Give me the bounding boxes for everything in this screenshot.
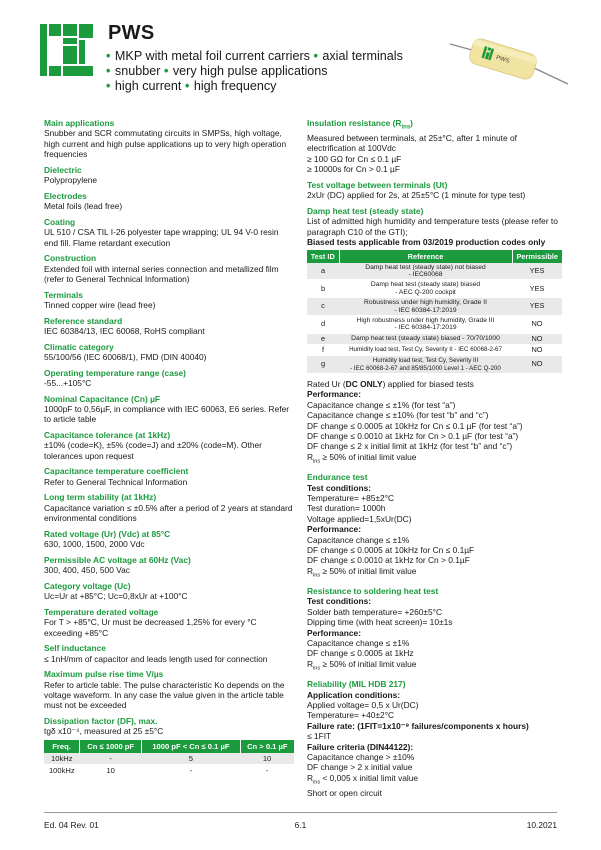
- performance-line: DF change ≤ 0.0005 at 10kHz for Cn ≤ 0.1µF: [307, 544, 475, 555]
- performance-line: Capacitance change ≤ ±1% (for test “a”): [307, 399, 456, 410]
- section-text: Polypropylene: [44, 175, 98, 186]
- section-text: Metal foils (lead free): [44, 201, 123, 212]
- table-cell: YES: [512, 298, 562, 316]
- conditions-heading: Test conditions:: [307, 596, 372, 607]
- section-heading: Nominal Capacitance (Cn) µF: [44, 393, 161, 404]
- section-heading: Permissible AC voltage at 60Hz (Vac): [44, 554, 191, 565]
- table-cell: Damp heat test (steady state) not biased - IEC60068: [339, 263, 512, 280]
- footer-divider: [44, 812, 557, 813]
- section-reference-standard: [44, 316, 294, 337]
- section-text: Refer to General Technical Information: [44, 476, 188, 487]
- feature-line-1: • MKP with metal foil current carriers • axial terminals: [106, 49, 403, 63]
- section-heading: Climatic category: [44, 341, 114, 352]
- table-cell: Damp heat test (steady state) biased - AEC Q-200 cockpit: [339, 280, 512, 298]
- section-rated-voltage: [44, 529, 294, 550]
- section-heading: Test voltage between terminals (Ut): [307, 179, 448, 190]
- table-row: [307, 263, 562, 280]
- table-cell: 10: [240, 753, 294, 765]
- section-heading: Main applications: [44, 118, 115, 128]
- section-heading: Dielectric: [44, 164, 82, 175]
- table-cell: Robustness under high humidity, Grade II - IEC 60384-17:2019: [339, 298, 512, 316]
- section-heading: Resistance to soldering heat test: [307, 586, 439, 597]
- table-row: [307, 333, 562, 344]
- section-text: IEC 60384/13, IEC 60068, RoHS compliant: [44, 326, 205, 337]
- section-self-inductance: [44, 643, 294, 664]
- rated-note: Rated Ur (DC ONLY) applied for biased tests: [307, 378, 474, 389]
- performance-line: DF change ≤ 2 x initial limit at 1kHz (for test “b” and “c”): [307, 441, 513, 452]
- dissipation-factor-table: [44, 740, 294, 777]
- section-long-term-stability: [44, 492, 294, 523]
- biased-note: Biased tests applicable from 03/2019 production codes only: [307, 237, 546, 248]
- table-cell: e: [307, 333, 339, 344]
- performance-line: DF change ≤ 0.0005 at 10kHz for Cn ≤ 0.1 µF (for test “a”): [307, 420, 523, 431]
- section-text: ≥ 10000s for Cn > 0.1 µF: [307, 164, 400, 175]
- section-text: List of admitted high humidity and temperature tests (please refer to paragraph C10 of the GTI);: [307, 216, 558, 237]
- table-cell: NO: [512, 333, 562, 344]
- section-heading: Dissipation factor (DF), max.: [44, 716, 158, 727]
- date-label: 10.2021: [526, 820, 557, 830]
- section-heading: Category voltage (Uc): [44, 580, 131, 591]
- damp-heat-table: [307, 250, 562, 374]
- performance-heading: Performance:: [307, 389, 361, 400]
- table-header-cell: Cn > 0.1 µF: [240, 740, 294, 753]
- section-dielectric: [44, 165, 294, 186]
- bullet-dot-icon: •: [184, 79, 190, 93]
- section-text: 55/100/56 (IEC 60068/1), FMD (DIN 40040): [44, 352, 207, 363]
- right-column: [307, 118, 562, 803]
- table-row: [307, 280, 562, 298]
- table-cell: 5: [142, 753, 240, 765]
- table-header-cell: Permissible: [512, 250, 562, 263]
- table-header-cell: Cn ≤ 1000 pF: [80, 740, 142, 753]
- section-heading: Electrodes: [44, 190, 87, 201]
- performance-line: DF change ≤ 0.0005 at 1kHz: [307, 648, 414, 659]
- condition-line: Dipping time (with heat screen)= 10±1s: [307, 617, 453, 628]
- section-endurance: [307, 472, 562, 581]
- table-cell: NO: [512, 344, 562, 355]
- bullet-dot-icon: •: [163, 64, 169, 78]
- section-text: ≥ 100 GΩ for Cn ≤ 0.1 µF: [307, 153, 402, 164]
- section-text: 630, 1000, 1500, 2000 Vdc: [44, 539, 145, 550]
- section-damp-heat: [307, 206, 562, 467]
- performance-line: $R_{ins} \ge 50\%$ of initial limit value: [307, 565, 417, 579]
- section-text: 1000pF to 0,56µF, in compliance with IEC 60063, E6 series. Refer to article table: [44, 404, 290, 425]
- section-text: ±10% (code=K), ±5% (code=J) and ±20% (code=M). Other tolerances upon request: [44, 440, 262, 461]
- product-title: PWS: [108, 22, 155, 44]
- failure-rate-heading: Failure rate: (1FIT=1x10⁻⁹ failures/components x hours): [307, 720, 529, 731]
- bullet-dot-icon: •: [313, 49, 318, 63]
- table-cell: -: [80, 753, 142, 765]
- axial-capacitor-image: [448, 24, 570, 88]
- table-row: [307, 356, 562, 374]
- section-heading: Endurance test: [307, 472, 368, 483]
- feature-line-3: • high current • high frequency: [106, 79, 277, 93]
- application-line: Applied voltage= 0,5 x Ur(DC): [307, 699, 419, 710]
- section-nominal-capacitance: [44, 394, 294, 425]
- section-heading: Capacitance temperature coefficient: [44, 466, 189, 477]
- table-header-cell: Reference: [339, 250, 512, 263]
- section-text: Refer to article table. The pulse characteristic Ko depends on the voltage waveform. In any case the value given in the article table must not be exceeded: [44, 679, 285, 711]
- table-row: [307, 298, 562, 316]
- feature-list: [106, 49, 403, 94]
- section-text: Snubber and SCR commutating circuits in SMPSs, high voltage, high current and high pulse applications up to very high operation frequencies: [44, 128, 287, 160]
- section-heading: Construction: [44, 253, 97, 264]
- conditions-heading: Test conditions:: [307, 482, 372, 493]
- feature-line-2: • snubber • very high pulse applications: [106, 64, 328, 78]
- section-heading: Rated voltage (Ur) (Vdc) at 85°C: [44, 528, 171, 539]
- table-cell: d: [307, 315, 339, 333]
- section-heading: Operating temperature range (case): [44, 367, 186, 378]
- section-text: ≤ 1nH/mm of capacitor and leads length used for connection: [44, 653, 268, 664]
- section-temperature-derated-voltage: [44, 607, 294, 638]
- section-capacitance-temp-coefficient: [44, 466, 294, 487]
- section-text: Extended foil with internal series connection and metallized film (refer to General Technical Information): [44, 263, 279, 285]
- section-text: 300, 400, 450, 500 Vac: [44, 565, 130, 576]
- section-reliability: [307, 679, 562, 798]
- condition-line: Temperature= +85±2°C: [307, 492, 395, 503]
- table-row: [307, 315, 562, 333]
- section-heading: Damp heat test (steady state): [307, 205, 424, 216]
- section-soldering-heat: [307, 586, 562, 674]
- table-cell: NO: [512, 356, 562, 374]
- performance-line: DF change ≤ 0.0010 at 1kHz for Cn > 0.1µF: [307, 555, 470, 566]
- section-heading: Terminals: [44, 289, 83, 300]
- section-electrodes: [44, 191, 294, 212]
- bullet-dot-icon: •: [106, 49, 111, 63]
- section-heading: Temperature derated voltage: [44, 606, 159, 617]
- table-cell: 10: [80, 764, 142, 776]
- table-header-cell: Freq.: [44, 740, 80, 753]
- section-climatic-category: [44, 342, 294, 363]
- section-operating-temperature: [44, 368, 294, 389]
- table-header-row: [307, 250, 562, 263]
- table-cell: Humidity load test, Test Cy, Severity III - IEC 60068-2-67 and 85/85/1000 Level 1 - AEC Q-200: [339, 356, 512, 374]
- failure-rate-value: ≤ 1FIT: [307, 731, 332, 742]
- bullet-dot-icon: •: [106, 79, 111, 93]
- table-cell: Damp heat test (steady state) biased - 70/70/1000: [339, 333, 512, 344]
- section-text: UL 510 / CSA TIL I-26 polyester tape wrapping; UL 94 V-0 resin end fill. Flame retardant execution: [44, 227, 279, 248]
- section-heading: Self inductance: [44, 643, 106, 654]
- section-text: For T > +85°C, Ur must be decreased 1,25% for every °C exceeding +85°C: [44, 617, 257, 638]
- table-cell: g: [307, 356, 339, 374]
- section-heading: Reliability (MIL HDB 217): [307, 679, 406, 690]
- failure-criteria-heading: Failure criteria (DIN44122):: [307, 741, 414, 752]
- company-logo: [40, 22, 100, 82]
- performance-line: $R_{ins} \ge 50\%$ of initial limit value: [307, 451, 417, 465]
- performance-line: DF change ≤ 0.0010 at 1kHz for Cn > 0.1 µF (for test “a”): [307, 431, 519, 442]
- section-main-applications: [44, 118, 294, 160]
- section-text: Uc=Ur at +85°C; Uc=0,8xUr at +100°C: [44, 591, 188, 602]
- section-dissipation-factor: [44, 716, 294, 777]
- section-heading: Insulation resistance $(R_{ins})$: [307, 118, 413, 131]
- condition-line: Test duration= 1000h: [307, 503, 386, 514]
- table-header-row: [44, 740, 294, 753]
- capacitor-label: PWS: [495, 55, 510, 65]
- table-cell: YES: [512, 263, 562, 280]
- table-cell: b: [307, 280, 339, 298]
- section-pulse-rise-time: [44, 669, 294, 711]
- table-header-cell: Test ID: [307, 250, 339, 263]
- section-heading: Reference standard: [44, 315, 123, 326]
- section-construction: [44, 253, 294, 284]
- section-ac-voltage: [44, 555, 294, 576]
- table-cell: 10kHz: [44, 753, 80, 765]
- table-cell: c: [307, 298, 339, 316]
- criteria-line: Short or open circuit: [307, 787, 382, 798]
- table-row: [307, 344, 562, 355]
- criteria-line: DF change > 2 x initial value: [307, 762, 413, 773]
- section-capacitance-tolerance: [44, 430, 294, 461]
- performance-line: $R_{ins} \ge 50\%$ of initial limit value: [307, 658, 417, 672]
- criteria-line: Capacitance change > ±10%: [307, 751, 415, 762]
- section-insulation-resistance: [307, 118, 562, 175]
- condition-line: Voltage applied=1,5xUr(DC): [307, 513, 412, 524]
- section-coating: [44, 217, 294, 248]
- section-heading: Long term stability (at 1kHz): [44, 492, 157, 503]
- application-line: Temperature= +40±2°C: [307, 710, 395, 721]
- section-terminals: [44, 290, 294, 311]
- section-text: -55...+105°C: [44, 378, 92, 389]
- performance-line: Capacitance change ≤ ±1%: [307, 534, 410, 545]
- performance-heading: Performance:: [307, 524, 361, 535]
- section-heading: Capacitance tolerance (at 1kHz): [44, 430, 171, 441]
- condition-line: Solder bath temperature= +260±5°C: [307, 606, 443, 617]
- section-text: 2xUr (DC) applied for 2s, at 25±5°C (1 minute for type test): [307, 190, 526, 201]
- table-row: [44, 764, 294, 776]
- table-header-cell: 1000 pF < Cn ≤ 0.1 µF: [142, 740, 240, 753]
- section-text: Measured between terminals, at 25±°C, after 1 minute of electrification at 100Vdc: [307, 133, 517, 154]
- section-text: Tinned copper wire (lead free): [44, 300, 156, 311]
- table-cell: 100kHz: [44, 764, 80, 776]
- table-cell: YES: [512, 280, 562, 298]
- page-number: 6.1: [294, 820, 307, 830]
- left-column: [44, 118, 294, 782]
- section-heading: Maximum pulse rise time V/µs: [44, 669, 164, 680]
- table-cell: High robustness under high humidity, Grade III - IEC 60384-17:2019: [339, 315, 512, 333]
- bullet-dot-icon: •: [106, 64, 111, 78]
- performance-line: Capacitance change ≤ ±10% (for test “b” and “c”): [307, 410, 489, 421]
- table-cell: f: [307, 344, 339, 355]
- table-cell: -: [240, 764, 294, 776]
- application-heading: Application conditions:: [307, 689, 401, 700]
- table-row: [44, 753, 294, 765]
- table-cell: Humidity load test, Test Cy, Severity II - IEC 60068-2-67: [339, 344, 512, 355]
- performance-heading: Performance:: [307, 627, 361, 638]
- section-heading: Coating: [44, 216, 76, 227]
- section-text: Capacitance variation ≤ ±0.5% after a period of 2 years at standard environmental conditions: [44, 502, 293, 524]
- edition-label: Ed. 04 Rev. 01: [44, 820, 99, 830]
- table-cell: NO: [512, 315, 562, 333]
- section-test-voltage: [307, 180, 562, 201]
- table-cell: -: [142, 764, 240, 776]
- table-cell: a: [307, 263, 339, 280]
- section-category-voltage: [44, 581, 294, 602]
- performance-line: Capacitance change ≤ ±1%: [307, 638, 410, 649]
- section-text: tgδ x10⁻⁴, measured at 25 ±5°C: [44, 726, 164, 737]
- criteria-line: $R_{ins} < 0,005$ x initial limit value: [307, 772, 419, 786]
